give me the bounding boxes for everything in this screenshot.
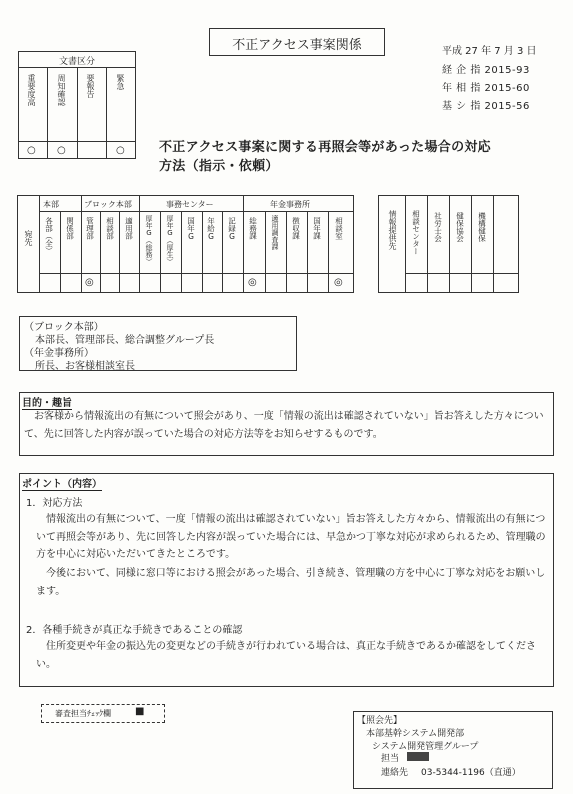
class-col-notice: 周知確認 — [57, 74, 66, 106]
page-title: 不正アクセス事案関係 — [232, 38, 362, 53]
dist-col-choushuka: 徴収課 — [291, 217, 301, 240]
recipients-line3: （年金事務所） — [24, 348, 94, 359]
dist-group-center: 事務センター — [166, 200, 214, 209]
dist-col-tekiyoubu: 適用部 — [124, 217, 134, 240]
point1-para2: 今後において、同様に窓口等における照会があった場合、引き続き、管理職の方を中心に丁寧な対応をお願いします。 — [36, 568, 546, 597]
dist-mark-soumuka: ◎ — [248, 277, 257, 288]
side-col-kikou-kenpo: 機構健保 — [477, 212, 487, 242]
class-mark-notice: ○ — [57, 145, 66, 156]
side-col-center: 相談センター — [411, 210, 421, 255]
purpose-text: お客様から情報流出の有無について照会があり、一度「情報の流出は確認されていない」旨お答えした方々について、先に回答した内容が誤っていた場合の対応方法等をお知らせするものです。 — [24, 411, 544, 440]
dist-col-tekiyou-chousa: 適用調査課 — [271, 215, 279, 250]
dist-col-kankeibu: 関係部 — [65, 217, 75, 240]
dist-mark-kanribu: ◎ — [85, 277, 94, 288]
contact-phone-label: 連絡先 — [381, 768, 409, 778]
main-title-line1: 不正アクセス事案に関する再照会等があった場合の対応 — [159, 140, 491, 155]
dist-col-soudanshitsu: 相談室 — [334, 217, 344, 240]
contact-person-label: 担当 — [381, 754, 400, 764]
class-col-urgent: 緊急 — [116, 74, 125, 90]
class-col-important: 重要度高 — [27, 74, 36, 106]
dist-group-office: 年金事務所 — [270, 200, 310, 209]
ref-number-3: 基 シ 指 2015-56 — [442, 101, 530, 112]
dist-col-kounen-soumu: 厚年G（総務） — [145, 215, 153, 265]
contact-phone: 03-5344-1196（直通） — [421, 768, 521, 778]
side-col-info: 情報提供先 — [388, 210, 397, 250]
dist-col-soudanbu: 相談部 — [105, 217, 115, 240]
dist-mark-soudanshitsu: ◎ — [334, 277, 343, 288]
contact-dept: 本部基幹システム開発部 — [366, 729, 465, 739]
dist-col-kokunenka: 国年課 — [312, 217, 322, 240]
dist-col-nenkyu-g: 年給G — [206, 217, 216, 241]
point2-title: 2．各種手続きが真正な手続きであることの確認 — [26, 625, 243, 636]
contact-group: システム開発管理グループ — [372, 742, 479, 752]
dist-col-kiroku-g: 記録G — [227, 217, 237, 241]
review-check-mark: ■ — [135, 706, 145, 717]
dist-col-kanribu: 管理部 — [85, 217, 95, 240]
point1-title: 1．対応方法 — [26, 498, 83, 509]
class-mark-urgent: ○ — [116, 145, 125, 156]
dist-col-soumuka: 総務課 — [248, 217, 258, 240]
dist-col-kakubu: 各部（全） — [44, 217, 54, 255]
dist-label: 宛先 — [24, 230, 33, 246]
class-col-report: 要報告 — [86, 74, 95, 98]
issue-date: 平成 27 年 7 月 3 日 — [442, 46, 537, 57]
points-heading: ポイント（内容） — [22, 475, 102, 491]
purpose-heading: 目的・趣旨 — [22, 394, 72, 410]
classification-heading: 文書区分 — [58, 57, 95, 67]
recipients-line2: 本部長、管理部長、総合調整グループ長 — [35, 335, 215, 346]
dist-group-block: ブロック本部 — [84, 200, 132, 209]
main-title-line2: 方法（指示・依頼） — [159, 159, 279, 174]
class-mark-important: ○ — [27, 145, 36, 156]
redacted-name — [407, 752, 429, 761]
ref-number-2: 年 相 指 2015-60 — [442, 83, 530, 94]
point2-para1: 住所変更や年金の振込先の変更などの手続きが行われている場合は、真正な手続きであるか確認をしてください。 — [36, 641, 536, 670]
contact-heading: 【照会先】 — [357, 716, 403, 726]
recipients-line1: （ブロック本部） — [24, 322, 104, 333]
dist-group-honbu: 本部 — [43, 200, 59, 209]
dist-col-kokunen-g: 国年G — [186, 217, 196, 241]
recipients-line4: 所長、お客様相談室長 — [35, 361, 135, 372]
ref-number-1: 経 企 指 2015-93 — [442, 65, 530, 76]
dist-col-kounen-kousei: 厚年G（厚生） — [166, 215, 174, 265]
point1-para1: 情報流出の有無について、一度「情報の流出は確認されていない」旨お答えした方々から、情報流出の有無について再照会等があり、先に回答した内容が誤っていた場合には、早急かつ丁寧な対応が求められるため、管理職の方を中心に対応いただいてきたところです。 — [36, 514, 546, 560]
review-check-label: 審査担当ﾁｪｯｸ欄 — [55, 709, 111, 718]
side-col-sharoushi: 社労士会 — [433, 212, 443, 242]
side-col-kenpo: 健保協会 — [455, 212, 465, 242]
